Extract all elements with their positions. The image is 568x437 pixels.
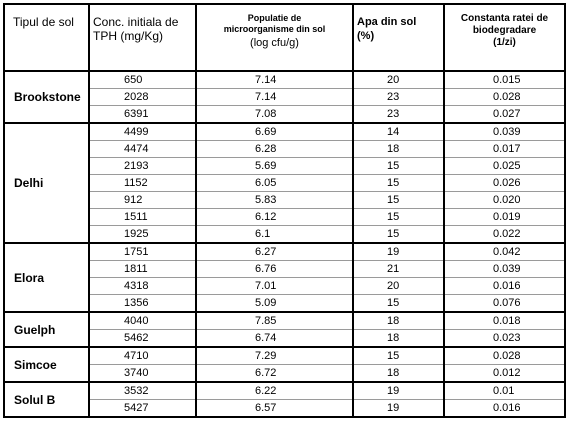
table-header — [4, 4, 565, 71]
initial-tph-cell: 1925 — [89, 226, 196, 244]
initial-tph-cell: 1811 — [89, 261, 196, 278]
header-microbial-population-line: microorganisme din sol — [223, 24, 326, 34]
soil-water-cell: 18 — [353, 330, 444, 348]
biodegradation-rate-cell: 0.016 — [444, 400, 565, 418]
biodegradation-rate-cell: 0.012 — [444, 365, 565, 383]
biodegradation-rate-cell: 0.027 — [444, 106, 565, 124]
soil-water-cell: 15 — [353, 192, 444, 209]
header-soil-type — [4, 4, 89, 71]
biodegradation-rate-cell: 0.039 — [444, 123, 565, 141]
microbial-population-cell: 6.12 — [196, 209, 353, 226]
microbial-population-cell: 7.14 — [196, 71, 353, 89]
microbial-population-cell: 6.28 — [196, 141, 353, 158]
header-microbial-population — [196, 4, 353, 71]
microbial-population-cell: 7.85 — [196, 312, 353, 330]
biodegradation-rate-cell: 0.025 — [444, 158, 565, 175]
soil-water-cell: 19 — [353, 400, 444, 418]
header-initial-tph — [89, 4, 196, 71]
initial-tph-cell: 4040 — [89, 312, 196, 330]
initial-tph-cell: 1152 — [89, 175, 196, 192]
soil-water-cell: 21 — [353, 261, 444, 278]
table-row — [4, 382, 565, 400]
soil-type-cell: Solul B — [4, 382, 89, 417]
initial-tph-cell: 6391 — [89, 106, 196, 124]
microbial-population-cell: 7.08 — [196, 106, 353, 124]
table-row — [4, 175, 565, 192]
header-initial-tph-line: Conc. initiala de — [93, 15, 179, 29]
initial-tph-cell: 3740 — [89, 365, 196, 383]
header-biodegradation-rate — [444, 4, 565, 71]
initial-tph-cell: 912 — [89, 192, 196, 209]
header-row — [4, 4, 565, 71]
biodegradation-rate-cell: 0.042 — [444, 243, 565, 261]
soil-type-cell: Guelph — [4, 312, 89, 347]
biodegradation-rate-cell: 0.017 — [444, 141, 565, 158]
biodegradation-rate-cell: 0.028 — [444, 347, 565, 365]
soil-water-cell: 19 — [353, 382, 444, 400]
initial-tph-cell: 4710 — [89, 347, 196, 365]
table-row — [4, 226, 565, 244]
soil-water-cell: 15 — [353, 347, 444, 365]
initial-tph-cell: 5427 — [89, 400, 196, 418]
initial-tph-cell: 650 — [89, 71, 196, 89]
header-soil-water-line: Apa din sol — [357, 16, 417, 28]
header-biodegradation-rate-line: biodegradare — [472, 25, 537, 36]
table-row — [4, 71, 565, 89]
soil-water-cell: 15 — [353, 226, 444, 244]
biodegradation-rate-cell: 0.026 — [444, 175, 565, 192]
microbial-population-cell: 6.1 — [196, 226, 353, 244]
table-row — [4, 295, 565, 313]
biodegradation-rate-cell: 0.023 — [444, 330, 565, 348]
initial-tph-cell: 1511 — [89, 209, 196, 226]
header-biodegradation-rate-line: Constanta ratei de — [460, 13, 549, 24]
table-row — [4, 209, 565, 226]
microbial-population-cell: 7.29 — [196, 347, 353, 365]
table-row — [4, 141, 565, 158]
microbial-population-cell: 6.76 — [196, 261, 353, 278]
microbial-population-cell: 6.69 — [196, 123, 353, 141]
header-initial-tph-line: TPH (mg/Kg) — [93, 29, 164, 43]
header-biodegradation-rate-line: (1/zi) — [493, 37, 516, 48]
soil-type-cell: Brookstone — [4, 71, 89, 123]
soil-water-cell: 18 — [353, 141, 444, 158]
soil-water-cell: 15 — [353, 295, 444, 313]
biodegradation-rate-cell: 0.016 — [444, 278, 565, 295]
soil-type-cell: Simcoe — [4, 347, 89, 382]
microbial-population-cell: 6.72 — [196, 365, 353, 383]
table-row — [4, 261, 565, 278]
table-row — [4, 243, 565, 261]
header-soil-water-line: (%) — [357, 30, 375, 42]
table-row — [4, 400, 565, 418]
initial-tph-cell: 3532 — [89, 382, 196, 400]
microbial-population-cell: 6.74 — [196, 330, 353, 348]
initial-tph-cell: 1751 — [89, 243, 196, 261]
biodegradation-rate-cell: 0.018 — [444, 312, 565, 330]
soil-water-cell: 20 — [353, 71, 444, 89]
soil-water-cell: 18 — [353, 312, 444, 330]
soil-water-cell: 15 — [353, 175, 444, 192]
microbial-population-cell: 6.22 — [196, 382, 353, 400]
biodegradation-rate-cell: 0.039 — [444, 261, 565, 278]
soil-water-cell: 20 — [353, 278, 444, 295]
soil-type-cell: Delhi — [4, 123, 89, 243]
biodegradation-rate-cell: 0.020 — [444, 192, 565, 209]
header-soil-water — [353, 4, 444, 71]
initial-tph-cell: 5462 — [89, 330, 196, 348]
header-microbial-population-line: Populatie de — [247, 13, 302, 23]
microbial-population-cell: 6.27 — [196, 243, 353, 261]
initial-tph-cell: 1356 — [89, 295, 196, 313]
table-row — [4, 123, 565, 141]
soil-type-cell: Elora — [4, 243, 89, 312]
soil-water-cell: 23 — [353, 89, 444, 106]
soil-water-cell: 15 — [353, 209, 444, 226]
soil-water-cell: 15 — [353, 158, 444, 175]
soil-water-cell: 14 — [353, 123, 444, 141]
soil-water-cell: 18 — [353, 365, 444, 383]
initial-tph-cell: 4499 — [89, 123, 196, 141]
microbial-population-cell: 7.14 — [196, 89, 353, 106]
table-row — [4, 347, 565, 365]
microbial-population-cell: 5.69 — [196, 158, 353, 175]
table-row — [4, 312, 565, 330]
microbial-population-cell: 6.57 — [196, 400, 353, 418]
table-row — [4, 158, 565, 175]
data-table-container — [3, 3, 566, 418]
biodegradation-rate-cell: 0.015 — [444, 71, 565, 89]
soil-water-cell: 19 — [353, 243, 444, 261]
header-soil-type-line: Tipul de sol — [13, 15, 74, 29]
biodegradation-rate-cell: 0.01 — [444, 382, 565, 400]
initial-tph-cell: 2028 — [89, 89, 196, 106]
biodegradation-rate-cell: 0.028 — [444, 89, 565, 106]
header-microbial-population-line: (log cfu/g) — [250, 37, 299, 49]
microbial-population-cell: 6.05 — [196, 175, 353, 192]
table-body — [4, 71, 565, 417]
biodegradation-rate-cell: 0.076 — [444, 295, 565, 313]
soil-water-cell: 23 — [353, 106, 444, 124]
table-row — [4, 106, 565, 124]
table-row — [4, 192, 565, 209]
table-row — [4, 89, 565, 106]
microbial-population-cell: 5.83 — [196, 192, 353, 209]
initial-tph-cell: 2193 — [89, 158, 196, 175]
biodegradation-rate-cell: 0.019 — [444, 209, 565, 226]
table-row — [4, 365, 565, 383]
biodegradation-rate-cell: 0.022 — [444, 226, 565, 244]
microbial-population-cell: 5.09 — [196, 295, 353, 313]
soil-biodegradation-table — [3, 3, 566, 418]
table-row — [4, 278, 565, 295]
table-row — [4, 330, 565, 348]
initial-tph-cell: 4474 — [89, 141, 196, 158]
initial-tph-cell: 4318 — [89, 278, 196, 295]
microbial-population-cell: 7.01 — [196, 278, 353, 295]
